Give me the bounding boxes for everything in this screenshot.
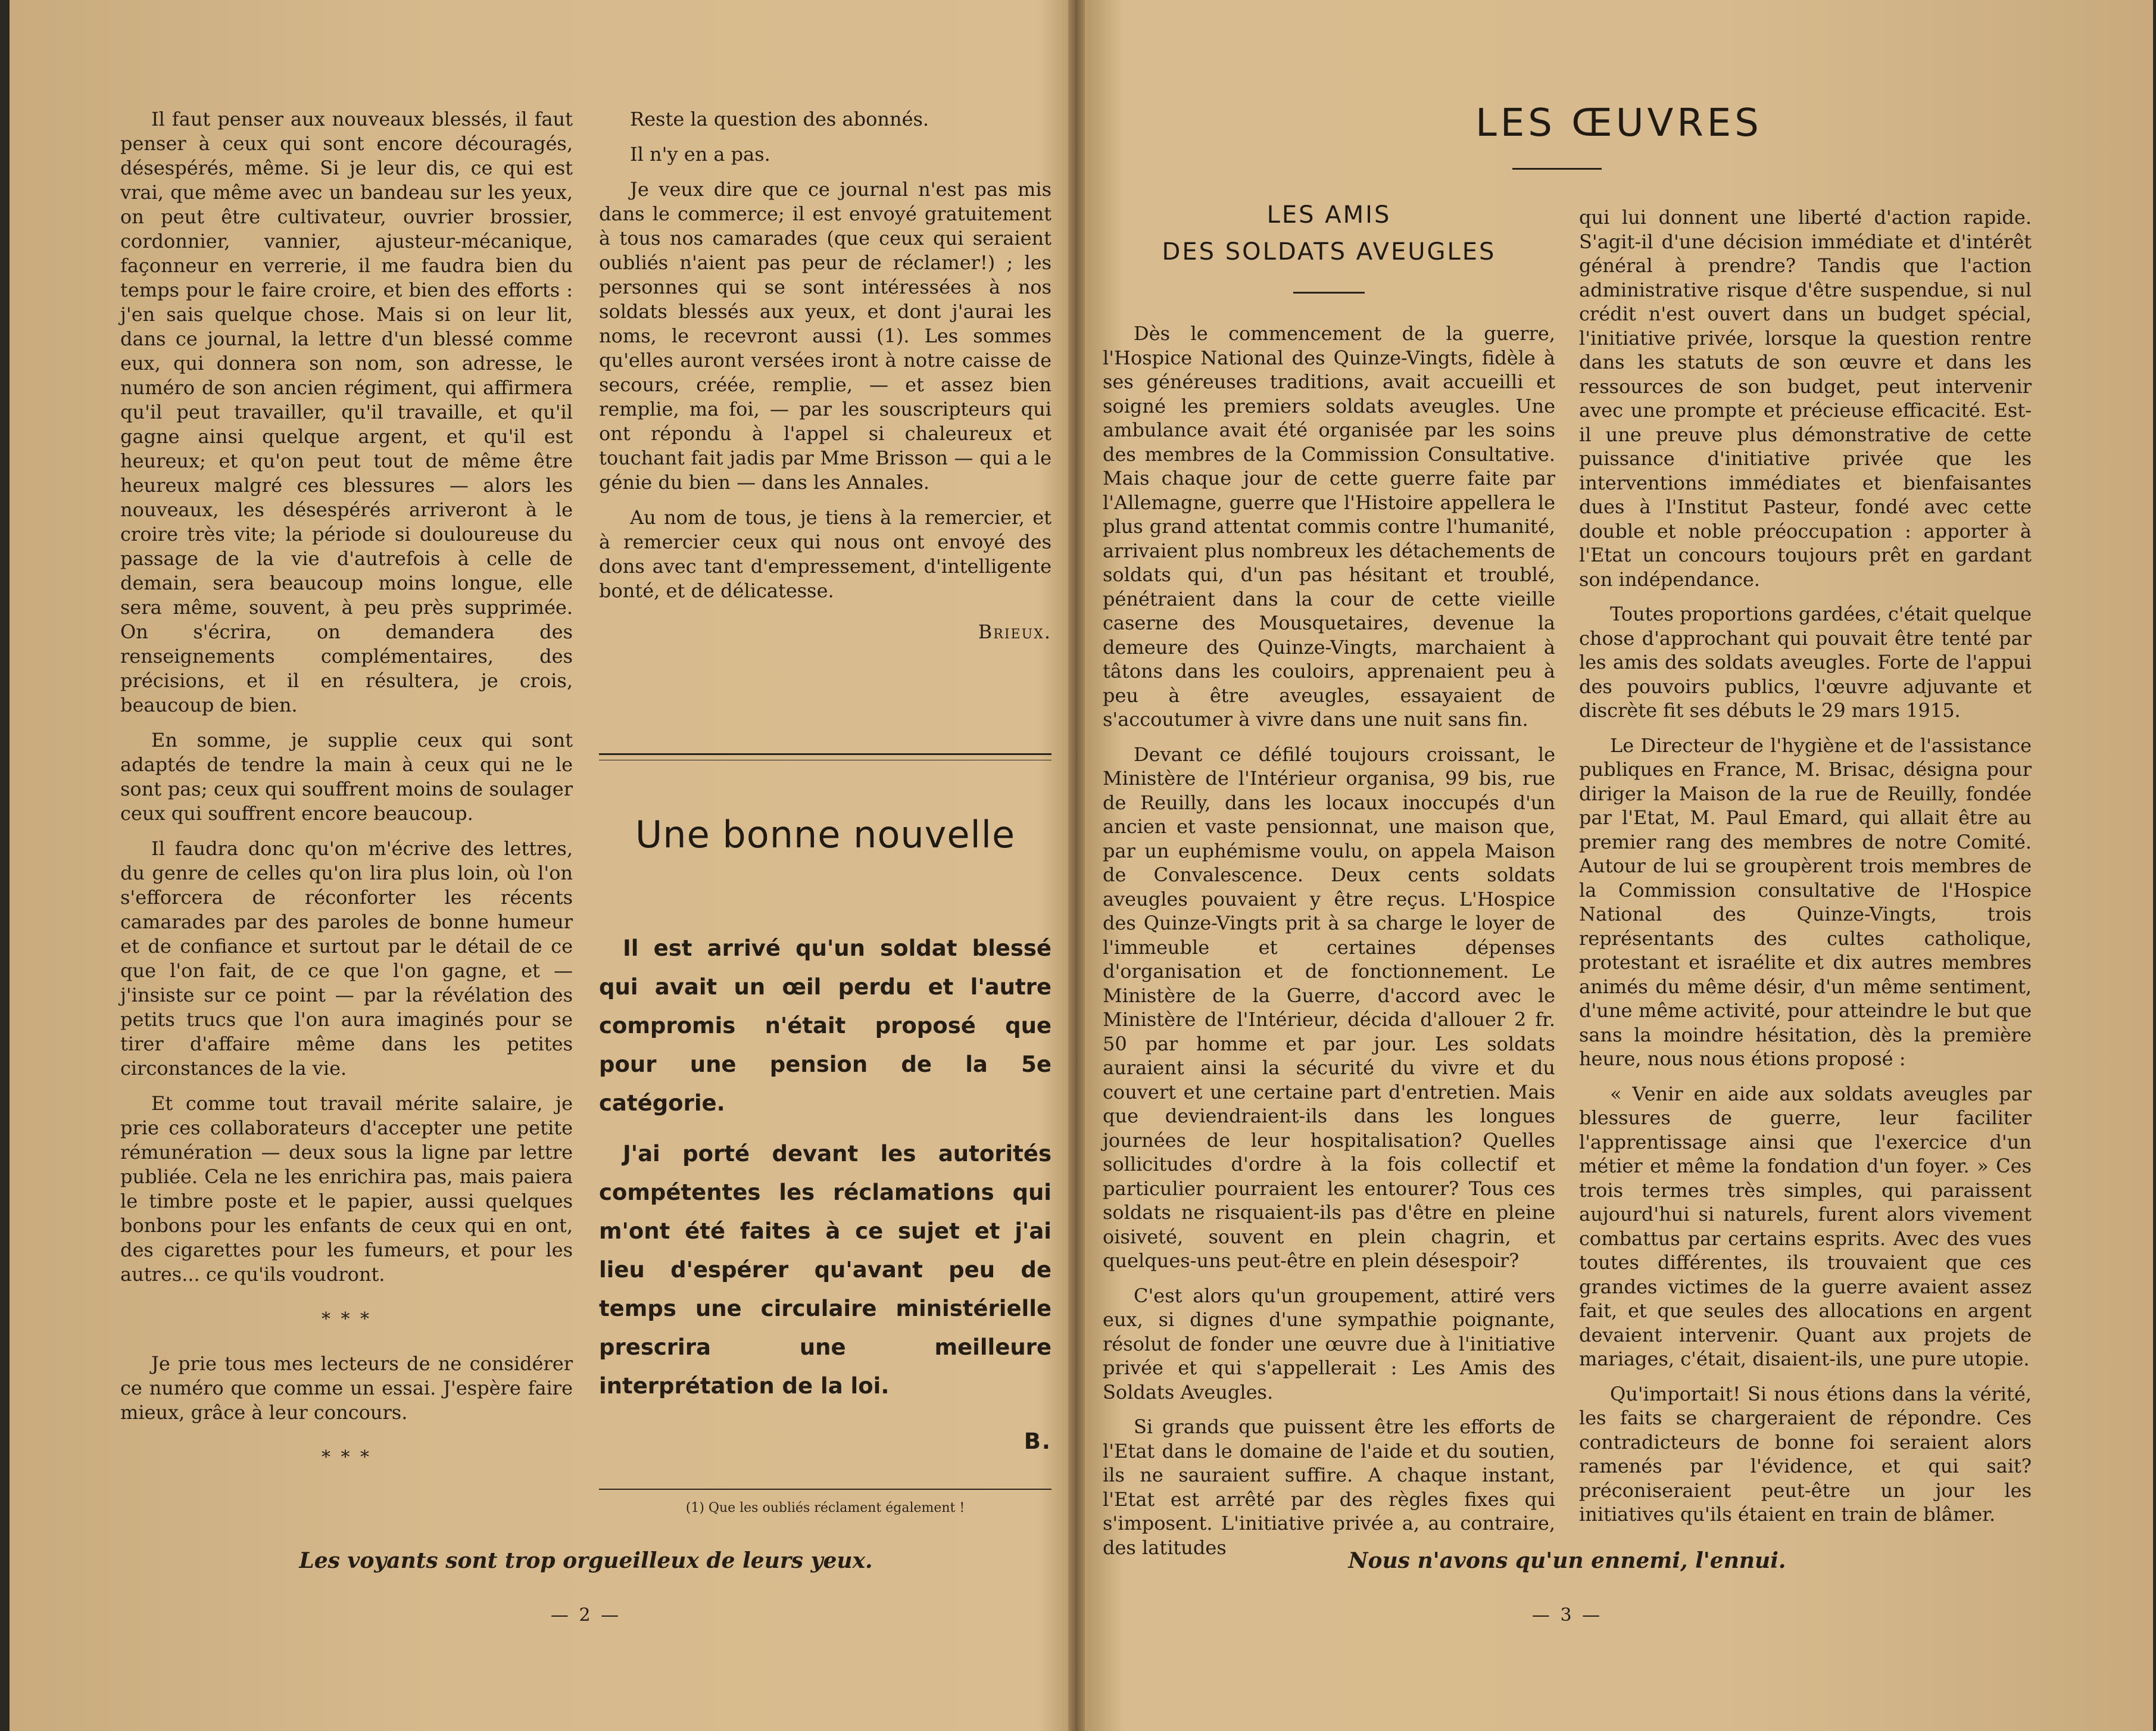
left-column-2	[599, 107, 1052, 655]
paragraph: En somme, je supplie ceux qui sont adaptés de tendre la main à ceux qui ne le sont pas; ceux qui souffrent moins de soulager ceux qui souffrent encore beaucoup.	[120, 729, 573, 825]
paragraph: Il est arrivé qu'un soldat blessé qui avait un œil perdu et l'autre compromis n'était proposé que pour une pension de la 5e catégorie.	[599, 935, 1052, 1116]
box-title: Une bonne nouvelle	[635, 813, 1016, 856]
paragraph: Devant ce défilé toujours croissant, le Ministère de l'Intérieur organisa, 99 bis, rue de Reuilly, dans les locaux inoccupés d'un ancien et vaste pensionnat, une maison que, par un euphémisme voulu, on appela Maison de Convalescence. Deux cents soldats aveugles pouvaient y être reçus. L'Hospice des Quinze-Vingts prit à sa charge le loyer de l'immeuble et certaines dépenses d'organisation et de fonctionnement. Le Ministère de la Guerre, d'accord avec le Ministère de l'Intérieur, décida d'allouer 2 fr. 50 par homme et par jour. Les soldats auraient ainsi la sécurité du vivre et du couvert et une certaine part d'entretien. Mais que deviendraient-ils dans les longues journées de leur hospitalisation? Quelles sollicitudes d'ordre à la fois collectif et particulier pourraient les entourer? Tous ces soldats ne risquaient-ils pas d'être en pleine oisiveté, souvent en plein chagrin, et quelques-uns peut-être en plein désespoir?	[1103, 743, 1555, 1272]
heading-rule	[1512, 168, 1602, 170]
right-column-1	[1103, 322, 1555, 1570]
page-2	[10, 0, 1068, 1731]
separator-stars: * * *	[321, 1447, 372, 1468]
paragraph: J'ai porté devant les autorités compétentes les réclamations qui m'ont été faites à ce sujet et j'ai lieu d'espérer qu'avant peu de temps une circulaire ministérielle prescrira une meilleure interprétation de la loi.	[599, 1141, 1052, 1399]
paragraph: Il n'y en a pas.	[630, 143, 770, 166]
paragraph: Le Directeur de l'hygiène et de l'assistance publiques en France, M. Brisac, désigna pour diriger la Maison de la rue de Reuilly, fondée par l'Etat, M. Paul Emard, qui allait être au premier rang des membres de notre Comité. Autour de lui se groupèrent trois membres de la Commission consultative de l'Hospice National des Quinze-Vingts, trois représentants des cultes catholique, protestant et israélite et dix autres membres animés du même désir, d'un même sentiment, d'une même activité, pour atteindre le but que sans la moindre hésitation, dès la première heure, nous nous étions proposé :	[1579, 734, 2032, 1070]
paragraph: qui lui donnent une liberté d'action rapide. S'agit-il d'une décision immédiate et d'intérêt général à prendre? Tandis que l'action administrative risque d'être suspendue, si nul crédit n'est ouvert dans un budget spécial, l'initiative privée, lorsque la question rentre dans les statuts de son œuvre et dans les ressources de son budget, peut intervenir avec une prompte et précieuse efficacité. Est-il une preuve plus démonstrative de cette puissance d'initiative privée que les interventions immédiates et bienfaisantes dues à l'Institut Pasteur, fondé avec cette double et noble préoccupation : apporter à l'Etat un concours toujours prêt en gardant son indépendance.	[1579, 206, 2032, 591]
paragraph: Dès le commencement de la guerre, l'Hospice National des Quinze-Vingts, fidèle à ses généreuses traditions, avait accueilli et soigné les premiers soldats aveugles. Une ambulance avait été organisée par les soins des membres de la Commission Consultative. Mais chaque jour de cette guerre faite par l'Allemagne, guerre que l'Histoire appellera le plus grand attentat commis contre l'humanité, arrivaient plus nombreux les détachements de soldats qui, d'un pas hésitant et troublé, pénétraient dans la cour de cette vieille caserne des Mousquetaires, devenue la demeure des Quinze-Vingts, marchaient à tâtons dans les couloirs, apprenaient peu à peu à être aveugles, essayaient de s'accoutumer à vivre dans une nuit sans fin.	[1103, 322, 1555, 731]
paragraph: Il faudra donc qu'on m'écrive des lettres, du genre de celles qu'on lira plus loin, où l'on s'efforcera de réconforter les récents camarades par des paroles de bonne humeur et de confiance et surtout par le détail de ce que l'on fait, de ce que l'on gagne, et — j'insiste sur ce point — par la révélation des petits trucs que l'on aura imaginés pour se tirer d'affaire même dans les petites circonstances de la vie.	[120, 837, 573, 1080]
signature-b: B.	[1024, 1429, 1052, 1454]
signature-brieux: Brieux.	[978, 620, 1052, 643]
page-motto: Les voyants sont trop orgueilleux de leurs yeux.	[299, 1548, 873, 1573]
paragraph: Je veux dire que ce journal n'est pas mis dans le commerce; il est envoyé gratuitement à tous nos camarades (que ceux qui seraient oubliés n'aient pas peur de réclamer!) ; les personnes qui se sont intéressées à nos soldats blessés aux yeux, et dont j'aurai les noms, le recevront aussi (1). Les sommes qu'elles auront versées iront à notre caisse de secours, créée, remplie, — et assez bien remplie, ma foi, — par les souscripteurs qui ont répondu à l'appel si chaleureux et touchant fait jadis par Mme Brisson — qui a le génie du bien — dans les Annales.	[599, 178, 1052, 494]
center-fold	[1068, 0, 1085, 1731]
separator-stars: * * *	[321, 1309, 372, 1330]
section-heading: LES ŒUVRES	[1475, 101, 1762, 145]
paragraph: « Venir en aide aux soldats aveugles par blessures de guerre, leur faciliter l'apprentissage ainsi que l'exercice d'un métier et même la fondation d'un foyer. » Ces trois termes très simples, qui paraissent aujourd'hui si naturels, furent alors vivement combattus par certains esprits. Avec des vues toutes différentes, ils trouvaient que ces grandes victimes de la guerre avaient assez fait, et que seules des allocations en argent devaient intervenir. Quant aux projets de mariages, c'était, disaient-ils, une pure utopie.	[1579, 1082, 2032, 1370]
paragraph: Je prie tous mes lecteurs de ne considérer ce numéro que comme un essai. J'espère faire mieux, grâce à leur concours.	[120, 1352, 573, 1424]
paragraph: Toutes proportions gardées, c'était quelque chose d'approchant qui pouvait être tenté par les amis des soldats aveugles. Forte de l'appui des pouvoirs publics, l'œuvre adjuvante et discrète fit ses débuts le 29 mars 1915.	[1579, 603, 2032, 722]
box-top-rule	[599, 753, 1052, 755]
paragraph: Qu'importait! Si nous étions dans la vérité, les faits se chargeraient de répondre. Ces contradicteurs de bonne foi seraient alors ramenés par l'évidence, et qui sait? préconiseraient peut-être un jour les initiatives qu'ils étaient en train de blâmer.	[1579, 1382, 2032, 1526]
paragraph: Il faut penser aux nouveaux blessés, il faut penser à ceux qui sont encore découragés, désespérés, même. Si je leur dis, ce qui est vrai, que même avec un bandeau sur les yeux, on peut être cultivateur, ouvrier brossier, cordonnier, vannier, ajusteur-mécanique, façonneur en verrerie, il me faudra bien du temps pour le faire croire, et bien des efforts : j'en sais quelque chose. Mais si on leur lit, dans ce journal, la lettre d'un blessé comme eux, qui donnera son nom, son adresse, le numéro de son ancien régiment, qui affirmera qu'il peut travailler, qu'il travaille, et qu'il gagne ainsi quelque argent, et qu'il est heureux; et qu'on peut tout de même être heureux malgré ces blessures — alors les nouveaux, les désespérés arriveront à le croire très vite; la période si douloureuse du passage de la vie d'autrefois à celle de demain, sera beaucoup moins longue, elle sera même, souvent, à peu près supprimée. On s'écrira, on demandera des renseignements complémentaires, des précisions, et il en résultera, je crois, beaucoup de bien.	[120, 108, 573, 716]
right-column-2	[1579, 205, 2032, 1537]
page-3	[1085, 0, 2153, 1731]
page-motto: Nous n'avons qu'un ennemi, l'ennui.	[1348, 1548, 1786, 1573]
magazine-spread	[10, 0, 2153, 1731]
title-rule	[1293, 292, 1365, 294]
footnote-rule	[599, 1489, 1052, 1490]
good-news-box	[599, 929, 1052, 1473]
left-column-1	[120, 107, 573, 1490]
paragraph: Reste la question des abonnés.	[630, 108, 929, 130]
paragraph: C'est alors qu'un groupement, attiré vers eux, si dignes d'une sympathie poignante, résolut de fonder une œuvre due à l'initiative privée et qui s'appellerait : Les Amis des Soldats Aveugles.	[1103, 1284, 1555, 1403]
paragraph: Et comme tout travail mérite salaire, je prie ces collaborateurs d'accepter une petite rémunération — deux sous la ligne par lettre publiée. Cela ne les enrichira pas, mais paiera le timbre poste et le papier, aussi quelques bonbons pour les enfants de ceux qui en ont, des cigarettes pour les fumeurs, et pour les autres... ce qu'ils voudront.	[120, 1092, 573, 1286]
footnote: (1) Que les oubliés réclament également !	[685, 1501, 965, 1515]
page-number: — 3 —	[1531, 1605, 1603, 1626]
paragraph: Au nom de tous, je tiens à la remercier, et à remercier ceux qui nous ont envoyé des dons avec tant d'empressement, d'intelligente bonté, et de délicatesse.	[599, 506, 1052, 602]
article-title-line-1: LES AMIS	[1266, 201, 1391, 229]
paragraph: Si grands que puissent être les efforts de l'Etat dans le domaine de l'aide et du soutien, ils ne sauraient suffire. A chaque instant, l'Etat est arrêté par des règles fixes qui s'imposent. L'initiative privée a, au contraire, des latitudes	[1103, 1415, 1555, 1559]
page-number: — 2 —	[550, 1605, 622, 1626]
article-title-line-2: DES SOLDATS AVEUGLES	[1162, 238, 1496, 266]
